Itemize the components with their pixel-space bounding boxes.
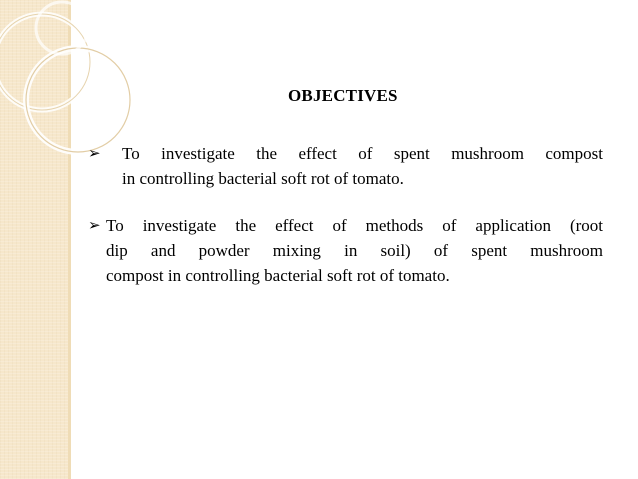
objective-1-line-1: To investigate the effect of spent mushroom compost bbox=[122, 144, 603, 163]
arrow-bullet-icon: ➢ bbox=[88, 216, 101, 234]
arrow-bullet-icon: ➢ bbox=[88, 144, 101, 162]
objective-1-line-2: in controlling bacterial soft rot of tomato. bbox=[122, 169, 404, 188]
objective-2-line-3: compost in controlling bacterial soft rot of tomato. bbox=[106, 266, 450, 285]
objective-2-line-2: dip and powder mixing in soil) of spent mushroom bbox=[106, 241, 603, 260]
slide-title: OBJECTIVES bbox=[288, 86, 398, 105]
objective-2-line-1: To investigate the effect of methods of application (root bbox=[106, 216, 603, 235]
objective-bullet-2 bbox=[88, 213, 608, 291]
objective-text-2 bbox=[106, 213, 603, 288]
objective-text-1 bbox=[122, 141, 603, 191]
objective-bullet-1 bbox=[88, 141, 608, 193]
